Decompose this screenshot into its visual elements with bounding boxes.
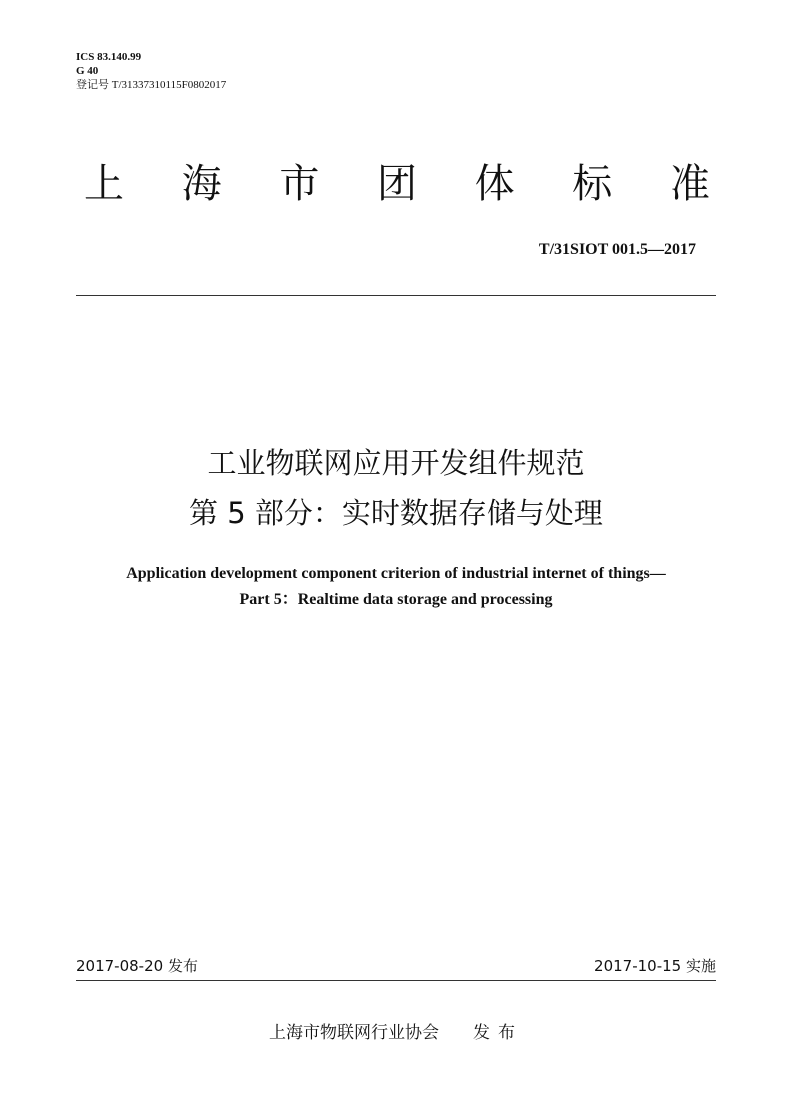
document-metadata [76, 50, 226, 92]
english-title-line-2: Part 5：Realtime data storage and processing [239, 591, 553, 608]
registration-number: 登记号 T/31337310115F0802017 [76, 79, 227, 91]
standard-type-char: 体 [474, 161, 515, 207]
chinese-title-line-1: 工业物联网应用开发组件规范 [207, 446, 585, 480]
standard-type-char: 市 [279, 161, 320, 207]
publish-action: 发布 [473, 1023, 523, 1043]
chinese-title-line-2: 第 5 部分：实时数据存储与处理 [189, 496, 603, 530]
ics-code: ICS 83.140.99 [76, 51, 142, 63]
implementation-date: 2017-10-15 实施 [594, 957, 716, 975]
standard-type-char: 准 [669, 161, 710, 207]
standard-type-char: 标 [572, 161, 613, 207]
standard-code: T/31SIOT 001.5—2017 [538, 241, 696, 258]
standard-type-char: 海 [181, 161, 222, 207]
g-code: G 40 [76, 65, 99, 77]
footer-divider [76, 980, 716, 981]
publisher-line [0, 1018, 792, 1043]
issue-date: 2017-08-20 发布 [76, 957, 198, 975]
header-divider [76, 295, 716, 296]
english-title-line-1: Application development component criterion of industrial internet of things— [126, 565, 666, 582]
publisher-name: 上海市物联网行业协会 [269, 1023, 439, 1043]
standard-type-char: 上 [84, 161, 124, 207]
standard-type-char: 团 [376, 161, 417, 207]
standard-type-heading [84, 160, 710, 208]
